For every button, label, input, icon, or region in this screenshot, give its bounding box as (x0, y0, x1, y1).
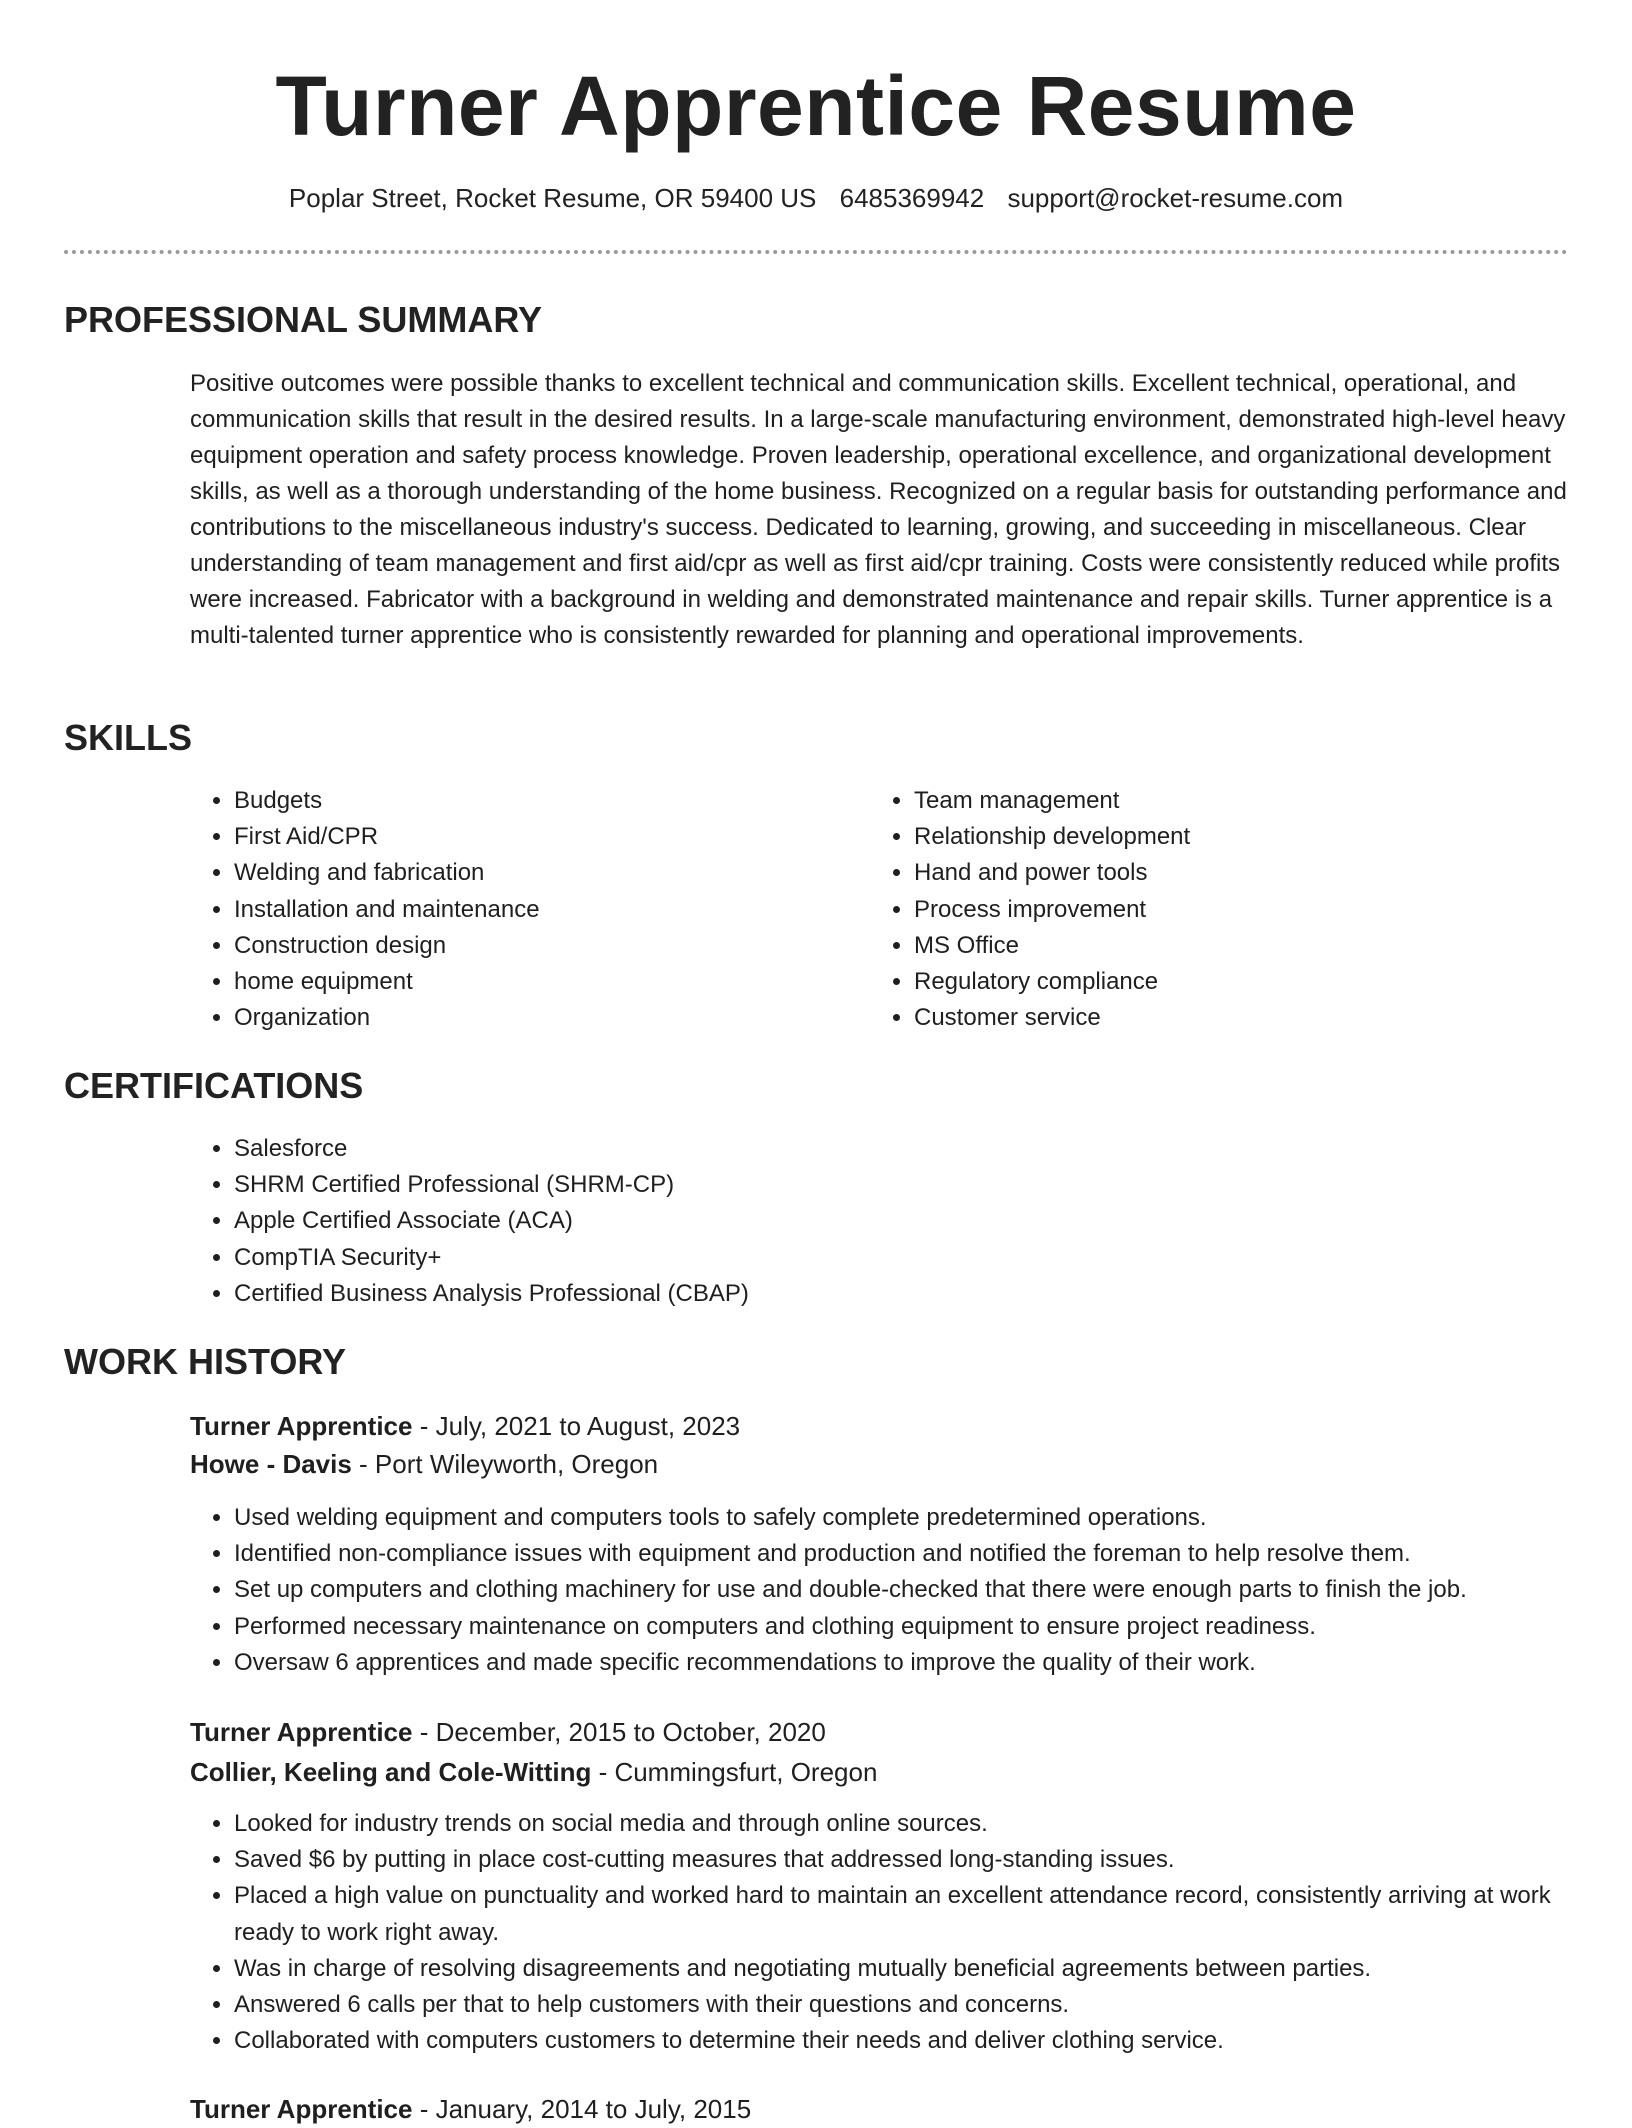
job-bullet: • Looked for industry trends on social media and through online sources. (234, 1806, 1612, 1842)
job-title: Turner Apprentice (190, 1411, 413, 1441)
contact-email: support@rocket-resume.com (1007, 183, 1344, 213)
certification-item: • SHRM Certified Professional (SHRM-CP) (234, 1167, 1534, 1203)
job-dates: - January, 2014 to July, 2015 (412, 2094, 752, 2124)
job-title-line (190, 1407, 740, 1445)
job-title-line (190, 2090, 751, 2128)
job-bullet: • Identified non-compliance issues with equipment and production and notified the foreman to help resolve them. (234, 1536, 1612, 1572)
skill-item: • Customer service (914, 1000, 1514, 1036)
skill-item: • Budgets (234, 783, 794, 819)
job-company-line (190, 1445, 658, 1483)
job-bullet: • Saved $6 by putting in place cost-cutting measures that addressed long-standing issues. (234, 1842, 1612, 1878)
summary-heading: PROFESSIONAL SUMMARY (64, 299, 543, 340)
job-company-line (190, 1753, 877, 1791)
job-dates: - July, 2021 to August, 2023 (412, 1411, 741, 1441)
certification-item: • Salesforce (234, 1131, 1534, 1167)
skills-list-left (190, 783, 794, 1036)
skill-item: • Regulatory compliance (914, 964, 1514, 1000)
skill-item: • Installation and maintenance (234, 892, 794, 928)
contact-phone: 6485369942 (839, 183, 985, 213)
certification-item: • CompTIA Security+ (234, 1240, 1534, 1276)
job-location: - Port Wileyworth, Oregon (351, 1449, 659, 1479)
skill-item: • First Aid/CPR (234, 819, 794, 855)
job-bullet: • Answered 6 calls per that to help customers with their questions and concerns. (234, 1987, 1612, 2023)
skill-item: • Process improvement (914, 892, 1514, 928)
skill-item: • home equipment (234, 964, 794, 1000)
certification-item: • Certified Business Analysis Professional (CBAP) (234, 1276, 1534, 1312)
job-bullet: • Was in charge of resolving disagreements and negotiating mutually beneficial agreements between parties. (234, 1951, 1612, 1987)
contact-address: Poplar Street, Rocket Resume, OR 59400 US (288, 183, 817, 213)
skill-item: • Relationship development (914, 819, 1514, 855)
work-history-heading: WORK HISTORY (64, 1341, 347, 1382)
skills-list-right (870, 783, 1514, 1036)
skill-item: • Hand and power tools (914, 855, 1514, 891)
skill-item: • Construction design (234, 928, 794, 964)
skill-item: • Welding and fabrication (234, 855, 794, 891)
job-bullet: • Set up computers and clothing machinery for use and double-checked that there were enough parts to finish the job. (234, 1572, 1612, 1608)
summary-text: Positive outcomes were possible thanks to excellent technical and communication skills. Excellent technical, operational, and communication skills that result in the desired results. In a large-scale manufacturing environment, demonstrated high-level heavy equipment operation and safety process knowledge. Proven leadership, operational excellence, and organizational development skills, as well as a thorough understanding of the home business. Recognized on a regular basis for outstanding performance and contributions to the miscellaneous industry's success. Dedicated to learning, growing, and succeeding in miscellaneous. Clear understanding of team management and first aid/cpr as well as first aid/cpr training. Costs were consistently reduced while profits were increased. Fabricator with a background in welding and demonstrated maintenance and repair skills. Turner apprentice is a multi-talented turner apprentice who is consistently rewarded for planning and operational improvements. (190, 370, 1567, 649)
certifications-heading: CERTIFICATIONS (64, 1065, 364, 1106)
job-bullet: • Placed a high value on punctuality and worked hard to maintain an excellent attendance record, consistently arriving at work ready to work right away. (234, 1878, 1612, 1950)
job-company: Howe - Davis (190, 1449, 352, 1479)
certification-item: • Apple Certified Associate (ACA) (234, 1203, 1534, 1239)
job-bullet: • Collaborated with computers customers to determine their needs and deliver clothing service. (234, 2023, 1612, 2059)
certifications-list (190, 1131, 1534, 1312)
skill-item: • Organization (234, 1000, 794, 1036)
job-bullet: • Used welding equipment and computers tools to safely complete predetermined operations. (234, 1500, 1612, 1536)
skill-item: • Team management (914, 783, 1514, 819)
skill-item: • MS Office (914, 928, 1514, 964)
contact-line (64, 180, 1568, 216)
job-title: Turner Apprentice (190, 2094, 413, 2124)
job-title: Turner Apprentice (190, 1717, 413, 1747)
skills-heading: SKILLS (64, 717, 193, 758)
job-bullet: • Performed necessary maintenance on computers and clothing equipment to ensure project readiness. (234, 1609, 1612, 1645)
job-title-line (190, 1713, 826, 1751)
job-company: Collier, Keeling and Cole-Witting (190, 1757, 592, 1787)
job-dates: - December, 2015 to October, 2020 (412, 1717, 826, 1747)
resume-title: Turner Apprentice Resume (275, 59, 1357, 153)
job-location: - Cummingsfurt, Oregon (591, 1757, 878, 1787)
job-bullet: • Oversaw 6 apprentices and made specific recommendations to improve the quality of their work. (234, 1645, 1612, 1681)
job-bullets (190, 1500, 1612, 1681)
job-bullets (190, 1806, 1612, 2059)
header-divider (64, 250, 1568, 254)
